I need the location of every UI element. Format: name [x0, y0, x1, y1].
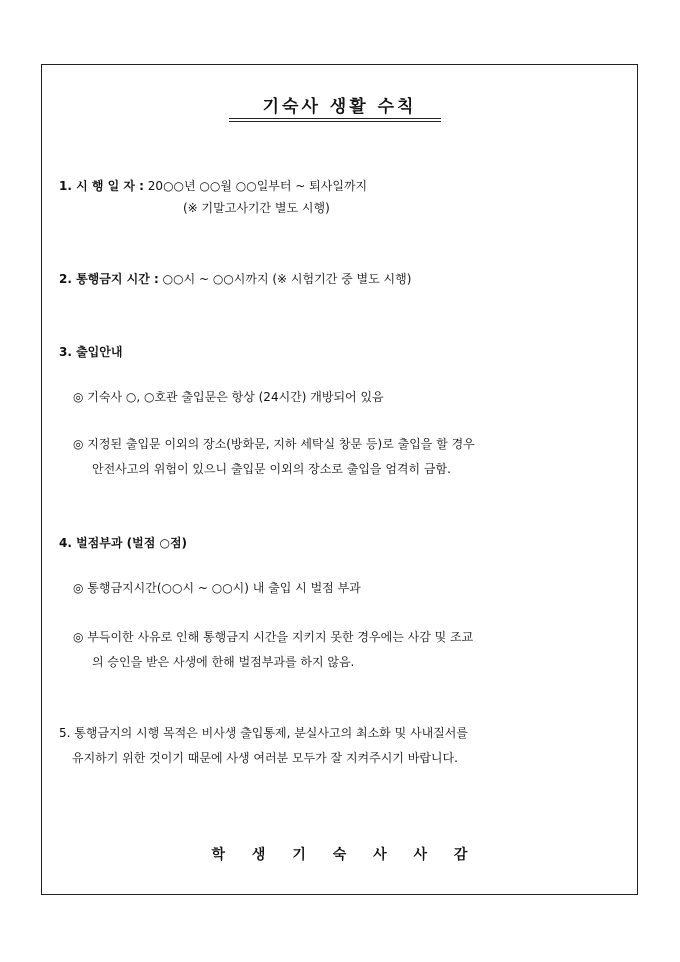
section2-label: 2. 통행금지 시간 :	[59, 272, 159, 286]
section2-line	[59, 271, 411, 287]
section1-value: 20○○년 ○○월 ○○일부터 ~ 퇴사일까지	[147, 179, 368, 193]
section1-label: 1. 시 행 일 자 :	[59, 179, 144, 193]
title-underline-top	[229, 118, 441, 119]
section5-line1: 5. 통행금지의 시행 목적은 비사생 출입통제, 분실사고의 최소화 및 사내질서를	[59, 726, 468, 740]
section1-note: (※ 기말고사기간 별도 시행)	[183, 201, 330, 215]
section5-line2: 유지하기 위한 것이기 때문에 사생 여러분 모두가 잘 지켜주시기 바랍니다.	[72, 751, 458, 765]
document-frame	[41, 64, 638, 895]
section4-item2-line1: ◎ 부득이한 사유로 인해 통행금지 시간을 지키지 못한 경우에는 사감 및 조교	[73, 630, 474, 644]
section4-item1: ◎ 통행금지시간(○○시 ~ ○○시) 내 출입 시 벌점 부과	[73, 581, 361, 595]
section1-line	[59, 178, 367, 194]
section3-item1: ◎ 기숙사 ○, ○호관 출입문은 항상 (24시간) 개방되어 있음	[73, 390, 384, 404]
section3-item2-line1: ◎ 지정된 출입문 이외의 장소(방화문, 지하 세탁실 창문 등)로 출입을 할 경우	[73, 437, 475, 451]
title-underline-bottom	[229, 121, 441, 122]
document-title: 기숙사 생활 수칙	[262, 97, 417, 117]
signature: 학 생 기 숙 사 사 감	[211, 847, 468, 863]
section3-item2-line2: 안전사고의 위험이 있으니 출입문 이외의 장소로 출입을 엄격히 금함.	[92, 462, 451, 476]
section4-item2-line2: 의 승인을 받은 사생에 한해 벌점부과를 하지 않음.	[92, 655, 355, 669]
section3-heading: 3. 출입안내	[59, 345, 123, 359]
section4-heading: 4. 벌점부과 (벌점 ○점)	[59, 536, 188, 550]
section2-value: ○○시 ~ ○○시까지 (※ 시험기간 중 별도 시행)	[162, 272, 412, 286]
